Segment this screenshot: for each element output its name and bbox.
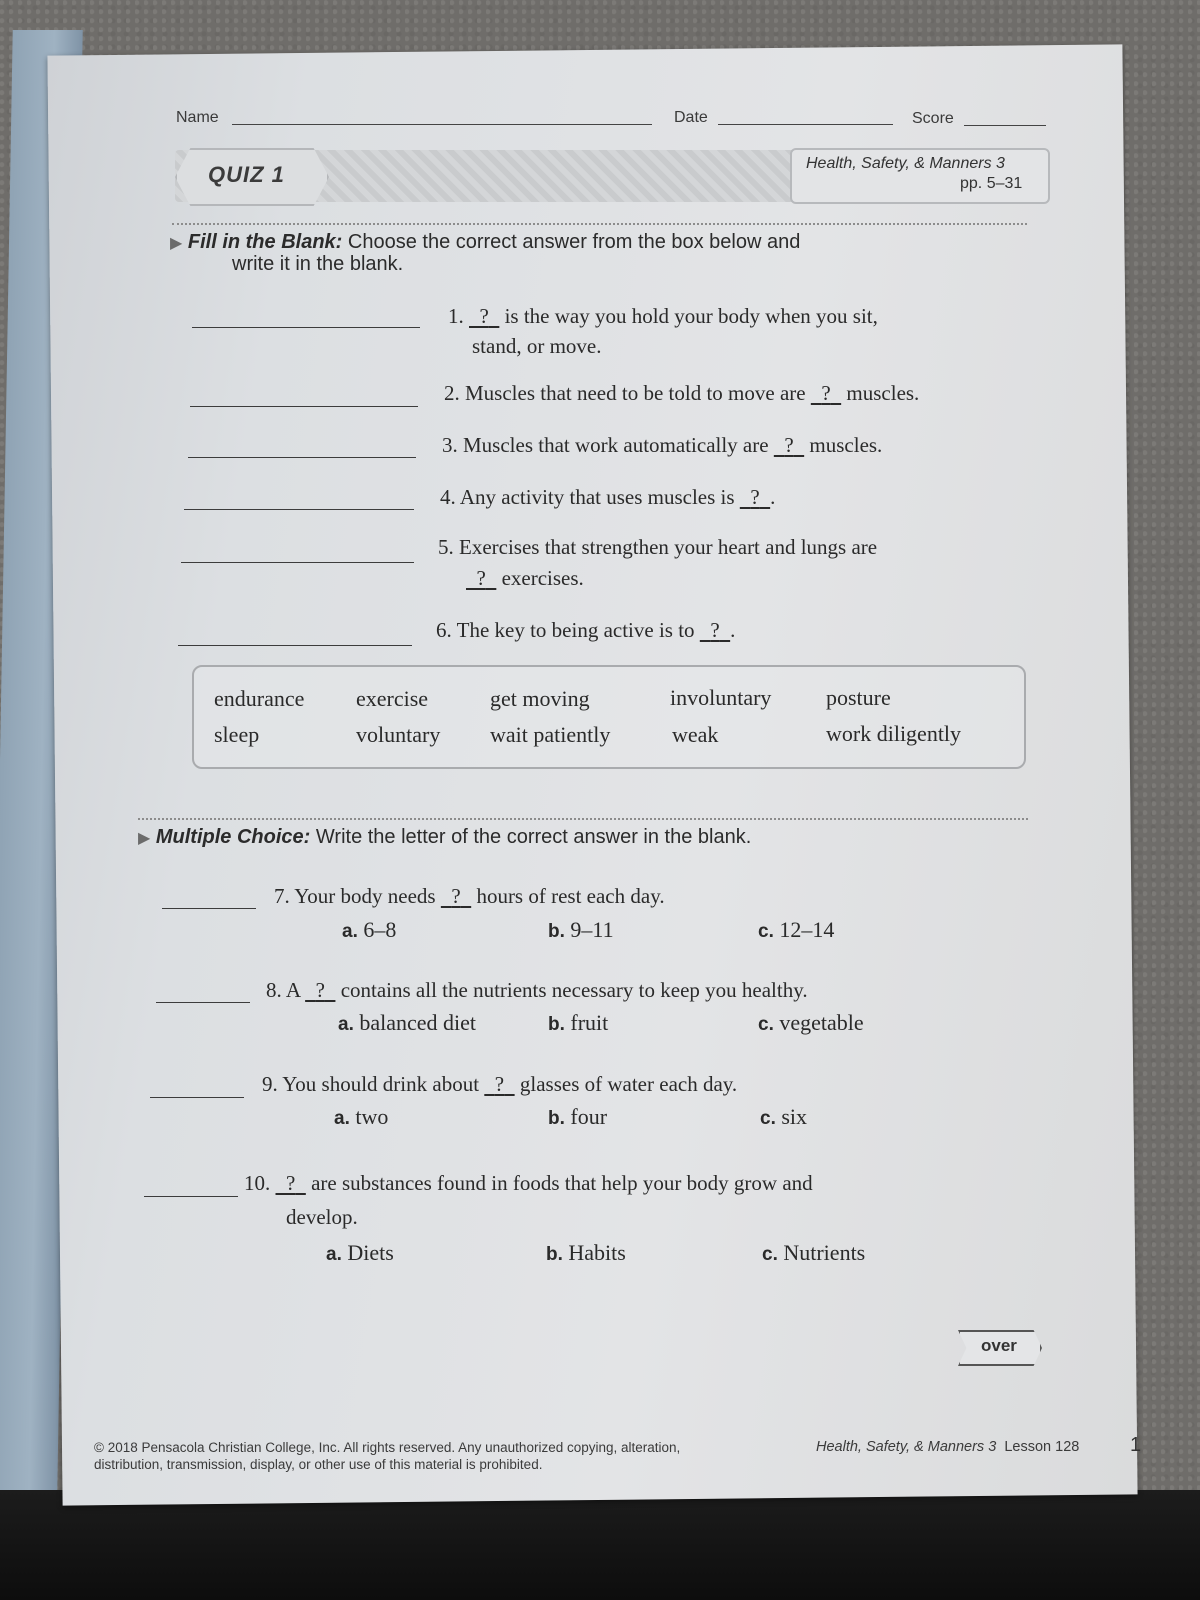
question-4 — [440, 485, 775, 510]
score-blank[interactable] — [964, 125, 1046, 126]
word-bank-item: endurance — [214, 686, 305, 711]
question-5-line2 — [466, 566, 584, 591]
word-bank-item: voluntary — [356, 722, 441, 747]
option-text: Habits — [568, 1240, 626, 1265]
option-text: balanced diet — [359, 1010, 477, 1035]
word-bank-item: posture — [826, 685, 891, 710]
option-text: 6–8 — [363, 917, 397, 942]
footer-lesson: Lesson 128 — [1004, 1439, 1080, 1455]
word-bank-item: wait patiently — [490, 722, 611, 747]
question-text: Exercises that strengthen your heart and lungs are — [459, 535, 878, 559]
option-b — [548, 917, 614, 943]
question-8 — [266, 978, 808, 1003]
answer-blank-2[interactable] — [190, 406, 418, 407]
question-text: Any activity that uses muscles is — [459, 485, 735, 509]
option-letter: c. — [760, 1108, 776, 1129]
word-bank-box — [192, 665, 1026, 769]
answer-blank-3[interactable] — [188, 457, 416, 458]
question-blank-marker: ? — [710, 618, 720, 642]
question-10-line2: develop. — [286, 1205, 358, 1229]
option-a — [326, 1240, 394, 1266]
date-blank[interactable] — [718, 124, 893, 125]
answer-blank-9[interactable] — [150, 1097, 244, 1098]
copyright-line-1: © 2018 Pensacola Christian College, Inc. All rights reserved. Any unauthorized copying, alteration, — [94, 1440, 681, 1455]
option-c — [762, 1240, 865, 1266]
triangle-arrow-icon: ▶ — [170, 235, 183, 252]
score-label: Score — [912, 110, 954, 127]
option-a — [342, 917, 396, 943]
option-text: 12–14 — [779, 917, 835, 942]
question-text-end: . — [770, 485, 776, 509]
question-2 — [444, 381, 919, 406]
question-number: 8. — [266, 978, 282, 1002]
answer-blank-5[interactable] — [181, 562, 414, 563]
option-text: 9–11 — [570, 917, 614, 942]
question-1 — [448, 304, 878, 329]
option-letter: b. — [548, 1014, 565, 1035]
question-number: 9. — [262, 1072, 278, 1096]
multiple-choice-heading — [138, 826, 751, 849]
question-text: A — [285, 978, 300, 1002]
question-9 — [262, 1072, 737, 1097]
question-text-end: . — [730, 618, 736, 642]
question-number: 4. — [440, 485, 456, 509]
question-text: Muscles that need to be told to move are — [465, 381, 806, 405]
name-label: Name — [176, 109, 219, 126]
section-divider — [172, 223, 1027, 225]
option-letter: c. — [758, 921, 774, 942]
option-letter: b. — [548, 921, 565, 942]
option-letter: c. — [762, 1244, 778, 1265]
option-text: Nutrients — [783, 1240, 866, 1265]
fill-in-blank-instructions: Choose the correct answer from the box below and — [347, 231, 801, 253]
question-10 — [244, 1171, 813, 1196]
answer-blank-8[interactable] — [156, 1002, 250, 1003]
answer-blank-1[interactable] — [192, 327, 420, 328]
option-b — [548, 1010, 608, 1036]
option-letter: b. — [548, 1108, 565, 1129]
question-text-end: contains all the nutrients necessary to keep you healthy. — [340, 978, 808, 1002]
question-number: 6. — [436, 618, 452, 642]
date-label: Date — [674, 109, 708, 126]
option-letter: b. — [546, 1244, 563, 1265]
word-bank-item: involuntary — [670, 685, 772, 710]
name-blank[interactable] — [232, 124, 652, 125]
question-blank-marker: ? — [479, 304, 489, 328]
section-divider — [138, 818, 1028, 820]
option-letter: a. — [342, 921, 358, 942]
copyright-line-2: distribution, transmission, display, or other use of this material is prohibited. — [94, 1457, 543, 1472]
question-blank-marker: ? — [821, 381, 831, 405]
question-5 — [438, 535, 877, 560]
multiple-choice-instructions: Write the letter of the correct answer in the blank. — [315, 826, 752, 848]
option-letter: a. — [334, 1108, 350, 1129]
triangle-arrow-icon: ▶ — [138, 830, 151, 847]
option-text: six — [781, 1104, 808, 1129]
answer-blank-10[interactable] — [144, 1196, 238, 1197]
fill-in-blank-heading — [170, 231, 800, 254]
question-number: 5. — [438, 535, 454, 559]
word-bank-item: work diligently — [826, 721, 962, 746]
option-c — [758, 1010, 864, 1036]
question-text: Your body needs — [294, 884, 436, 908]
question-number: 1. — [448, 304, 464, 328]
question-text: The key to being active is to — [456, 618, 695, 642]
question-blank-marker: ? — [750, 485, 760, 509]
question-3 — [442, 433, 882, 458]
footer-course: Health, Safety, & Manners 3 — [816, 1439, 997, 1455]
option-b — [546, 1240, 626, 1266]
question-blank-marker: ? — [494, 1072, 505, 1096]
question-text: is the way you hold your body when you sit, — [504, 304, 878, 328]
question-number: 2. — [444, 381, 460, 405]
option-text: vegetable — [779, 1010, 864, 1035]
option-text: four — [570, 1104, 608, 1129]
question-7 — [274, 884, 665, 909]
option-letter: c. — [758, 1014, 774, 1035]
answer-blank-4[interactable] — [184, 509, 414, 510]
question-blank-marker: ? — [784, 433, 794, 457]
question-text-end: muscles. — [809, 433, 883, 457]
fill-in-blank-instructions-2: write it in the blank. — [232, 253, 404, 275]
question-blank-marker: ? — [286, 1171, 296, 1195]
question-text: You should drink about — [282, 1072, 480, 1096]
course-pages: pp. 5–31 — [960, 175, 1023, 192]
question-1-line2: stand, or move. — [472, 334, 602, 358]
course-title: Health, Safety, & Manners 3 — [806, 155, 1005, 172]
option-b — [548, 1104, 607, 1130]
option-letter: a. — [326, 1244, 342, 1265]
fill-in-blank-title: Fill in the Blank: — [187, 231, 343, 253]
option-a — [334, 1104, 388, 1130]
word-bank-item: weak — [672, 722, 719, 747]
option-text: Diets — [347, 1240, 394, 1265]
option-letter: a. — [338, 1014, 354, 1035]
question-text-end: exercises. — [501, 566, 584, 590]
question-number: 3. — [442, 433, 458, 457]
over-label: over — [981, 1336, 1017, 1355]
word-bank-item: sleep — [214, 722, 260, 747]
option-c — [760, 1104, 807, 1130]
question-text: Muscles that work automatically are — [463, 433, 769, 457]
word-bank-item: get moving — [490, 686, 590, 711]
option-a — [338, 1010, 476, 1036]
option-text: fruit — [570, 1010, 609, 1035]
question-number: 10. — [244, 1171, 271, 1195]
word-bank-item: exercise — [356, 686, 429, 711]
page-number: 1 — [1130, 1434, 1142, 1456]
question-text-end: hours of rest each day. — [476, 884, 665, 908]
question-blank-marker: ? — [315, 978, 325, 1002]
question-text-end: muscles. — [846, 381, 920, 405]
question-text-end: glasses of water each day. — [519, 1072, 738, 1096]
option-c — [758, 917, 834, 943]
answer-blank-7[interactable] — [162, 908, 256, 909]
quiz-title: QUIZ 1 — [208, 162, 285, 187]
question-text: are substances found in foods that help your body grow and — [311, 1171, 813, 1195]
question-number: 7. — [274, 884, 290, 908]
question-blank-marker: ? — [451, 884, 461, 908]
option-text: two — [355, 1104, 389, 1129]
answer-blank-6[interactable] — [178, 645, 412, 646]
footer-course-lesson — [816, 1439, 1079, 1455]
multiple-choice-title: Multiple Choice: — [155, 826, 311, 848]
question-blank-marker: ? — [476, 566, 486, 590]
question-6 — [436, 618, 735, 643]
